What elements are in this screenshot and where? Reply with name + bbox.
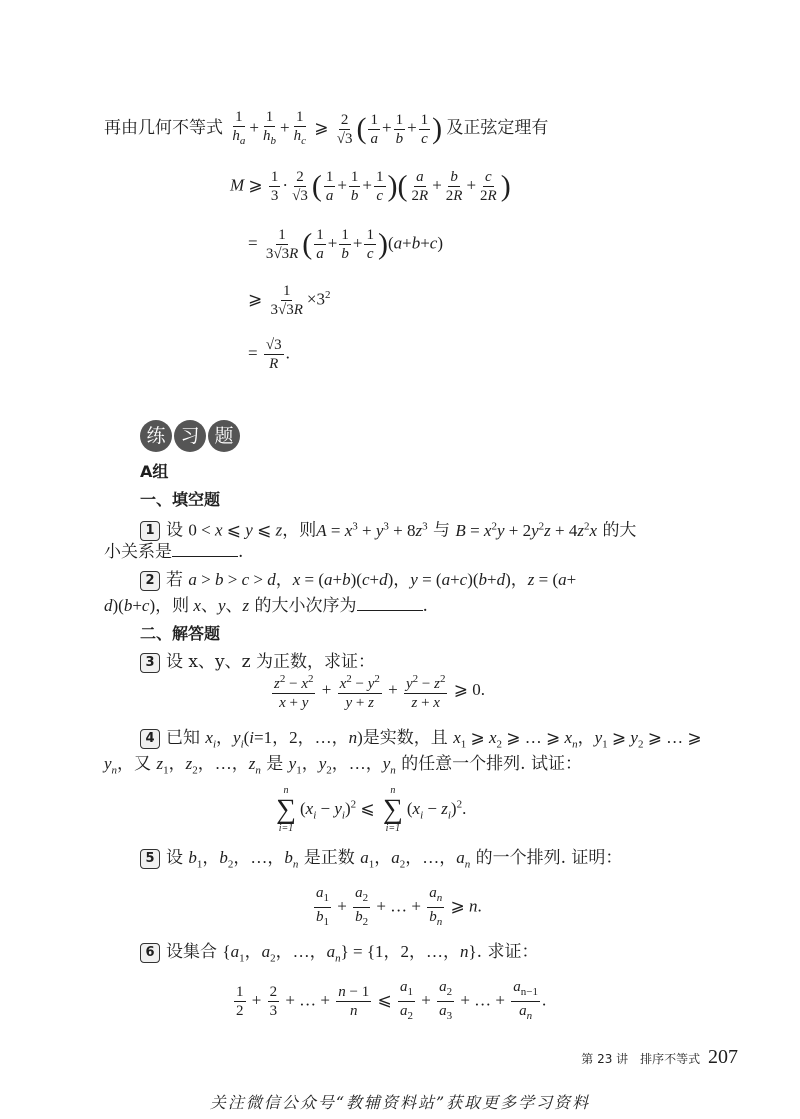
p1-text-c: 与 [433,520,451,541]
group-title: A组 [140,462,169,481]
problem-3-formula: $\frac{z^2 - x^2}{x + y}$ + $\frac{x^2 - y^2}{y + z}$ + $\frac{y^2 - z^2}{z + x}$ ⩾ 0. [270,670,485,712]
section-char-1: 练 [140,420,172,452]
problem-6: 6 设集合 {$a_1$，$a_2$，…，$a_n\} = \{1$，2，…，n}. 求证： [140,940,538,970]
section-char-2: 习 [174,420,206,452]
p1-end: . [238,542,244,562]
problem-2-number: 2 [140,571,160,591]
p4-text-d: 是 [266,754,284,774]
problem-2: 2 若 a > b > c > d，x = (a+b)(c+d)，y = (a+c)(b+d)，z = (a+ [140,568,576,592]
part1-title: 一、填空题 [140,490,221,509]
p6-text-b: . 求证： [476,942,539,962]
p2-end: . [422,596,428,616]
p1-text-e: 小关系是 [104,542,172,562]
problem-2-cont: d)(b+c)，则 x、y、z 的大小次序为 . [104,596,428,616]
watermark-text: 关注微信公众号“教辅资料站”获取更多学习资料 [209,1093,591,1112]
problem-1: 1 设 0 < x ⩽ y ⩽ z，则$A = x^3 + y^3 + 8z^3$ 与 $B = x^2y + 2y^2z + 4z^2x$ 的大 [140,514,636,543]
p1-text-b: ，则 [282,520,317,541]
p5-text-c: 的一个排列. 证明： [475,848,623,868]
p6-text-a: 设集合 [166,942,217,962]
problem-5-formula: $\frac{a_1}{b_1}$ + $\frac{a_2}{b_2}$ + … + $\frac{a_n}{b_n}$ ⩾ n. [316,885,482,928]
intro-suffix: 及正弦定理有 [446,117,549,138]
exercise-section-title [140,420,240,452]
p5-text-a: 设 [166,848,183,868]
answer-blank-1[interactable] [172,540,238,557]
problem-4-cont: $y_n$，又 $z_1$，$z_2$，…，$z_n$ 是 $y_1$，$y_2$，…，$y_n$ 的任意一个排列. 试证： [104,754,582,777]
derivation-line-4: = $\frac{√3}{R}$ . [248,337,290,372]
p4-text-a: 已知 [166,728,200,748]
chapter-label: 第 23 讲 排序不等式 [581,1052,701,1066]
problem-4-formula: n ∑ i=1 $(x_i - y_i)^2$ ⩽ n ∑ i=1 $(x_i - z_i)^2$. [276,785,467,834]
page-footer [581,1046,738,1069]
problem-1-cont [104,540,243,564]
p4-text-b: 是实数，且 [362,728,448,748]
intro-line [104,108,548,150]
p4-text-e: 的任意一个排列. 试证： [401,754,582,774]
problem-4-number: 4 [140,729,160,749]
intro-prefix: 再由几何不等式 [104,117,223,138]
problem-4: 4 已知 $x_i$，$y_i(i=1$，2，…，n)是实数，且 $x_1$ ⩾ $x_2$ ⩾ … ⩾ $x_n$，$y_1$ ⩾ $y_2$ ⩾ … ⩾ [140,726,702,756]
section-char-3: 题 [208,420,240,452]
p1-text-d: 的大 [602,520,637,541]
p5-text-b: 是正数 [303,848,355,868]
p3-text: 设 x、y、z 为正数，求证： [166,652,375,672]
geometric-inequality: $\frac{1}{h_a}$ + $\frac{1}{h_b}$ + $\frac{1}{h_c}$ ⩾ $\frac{2}{√3}$ ( $\frac{1}{a}$ + $\frac{1}{b}$ + $\frac{1}{c}$ ) [232,109,443,147]
derivation-line-2: = $\frac{1}{3√3R}$ ( $\frac{1}{a}$ + $\frac{1}{b}$ + $\frac{1}{c}$ )(a+b+c) [248,227,444,262]
problem-6-number: 6 [140,943,160,963]
problem-5-number: 5 [140,849,160,869]
problem-3-number: 3 [140,653,160,673]
p2-text-b: 的大小次序为 [254,596,357,616]
p1-text-a: 设 [166,520,183,541]
answer-blank-2[interactable] [357,594,423,611]
p2-text-a: 若 [166,570,183,590]
part2-title: 二、解答题 [140,624,221,643]
problem-5: 5 设 $b_1$，$b_2$，…，$b_n$ 是正数 $a_1$，$a_2$，…，$a_n$ 的一个排列. 证明： [140,846,622,876]
problem-6-formula: $\frac{1}{2}$ + $\frac{2}{3}$ + … + $\frac{n - 1}{n}$ ⩽ $\frac{a_1}{a_2}$ + $\frac{a_2}{a_3}$ + … + $\frac{a_{n-1}}{a_n}$ . [236,979,547,1022]
derivation-line-3: ⩾ $\frac{1}{3√3R}$ $\times 3^2$ [248,283,331,318]
problem-1-number: 1 [140,521,160,541]
derivation-line-1: M ⩾ $\frac{1}{3}$ · $\frac{2}{√3}$ ( $\frac{1}{a}$ + $\frac{1}{b}$ + $\frac{1}{c}$ )( $\frac{a}{2R}$ + $\frac{b}{2R}$ + $\frac{c}{2R}$ ) [230,169,511,204]
page-number: 207 [708,1046,738,1068]
p4-text-c: ，又 [117,754,152,774]
